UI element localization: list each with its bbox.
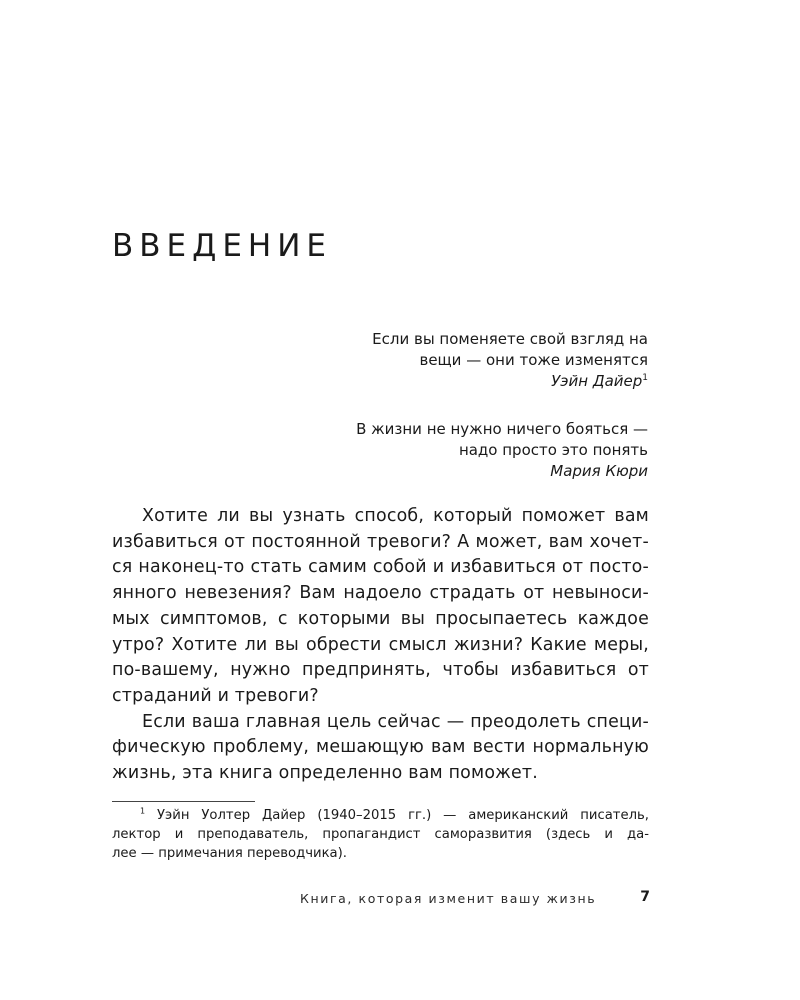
epigraph-author bbox=[228, 371, 648, 392]
epigraph bbox=[228, 329, 648, 392]
footnote-divider bbox=[112, 801, 255, 802]
footnote-text: Уэйн Уолтер Дайер (1940–2015 гг.) — американский писатель, bbox=[157, 808, 649, 823]
paragraph-line: утро? Хотите ли вы обрести смысл жизни? Какие меры, bbox=[112, 634, 649, 655]
epigraph-line: вещи — они тоже изменятся bbox=[419, 351, 648, 369]
epigraph-line: Если вы поменяете свой взгляд на bbox=[372, 330, 648, 348]
epigraph-line: надо просто это понять bbox=[458, 441, 648, 459]
epigraphs bbox=[228, 329, 648, 509]
footnote-number: 1 bbox=[140, 806, 146, 816]
page-number: 7 bbox=[640, 889, 650, 905]
paragraph-line: Если ваша главная цель сейчас — преодолеть специ- bbox=[142, 711, 649, 732]
footnote-line: лее — примечания переводчика). bbox=[112, 846, 347, 861]
epigraph-line: В жизни не нужно ничего бояться — bbox=[356, 420, 648, 438]
paragraph-line: мых симптомов, с которыми вы просыпаетесь каждое bbox=[112, 608, 649, 629]
epigraph-author: Мария Кюри bbox=[550, 462, 648, 480]
paragraph bbox=[112, 504, 649, 710]
paragraph-line: по-вашему, нужно предпринять, чтобы избавиться от bbox=[112, 660, 649, 681]
epigraph-author-name: Уэйн Дайер bbox=[551, 372, 643, 390]
paragraph-line: фическую проблему, мешающую вам вести нормальную bbox=[112, 737, 649, 758]
paragraph-line: янного невезения? Вам надоело страдать от невыноси- bbox=[112, 583, 649, 604]
paragraph bbox=[112, 710, 649, 787]
body-text bbox=[112, 504, 649, 787]
epigraph bbox=[228, 419, 648, 482]
paragraph-line: ся наконец-то стать самим собой и избавиться от посто- bbox=[112, 557, 649, 578]
footnote-line bbox=[112, 806, 649, 825]
footnote-line: лектор и преподаватель, пропагандист саморазвития (здесь и да- bbox=[112, 827, 649, 842]
paragraph-line: Хотите ли вы узнать способ, который поможет вам bbox=[142, 506, 649, 526]
chapter-title: ВВЕДЕНИЕ bbox=[112, 228, 333, 264]
paragraph-line: избавиться от постоянной тревоги? А может, вам хочет- bbox=[112, 531, 649, 552]
running-footer-title: Книга, которая изменит вашу жизнь bbox=[300, 891, 597, 906]
paragraph-line: страданий и тревоги? bbox=[112, 685, 319, 706]
footnote bbox=[112, 806, 649, 863]
paragraph-line: жизнь, эта книга определенно вам поможет. bbox=[112, 763, 538, 784]
footnote-marker: 1 bbox=[642, 373, 648, 383]
